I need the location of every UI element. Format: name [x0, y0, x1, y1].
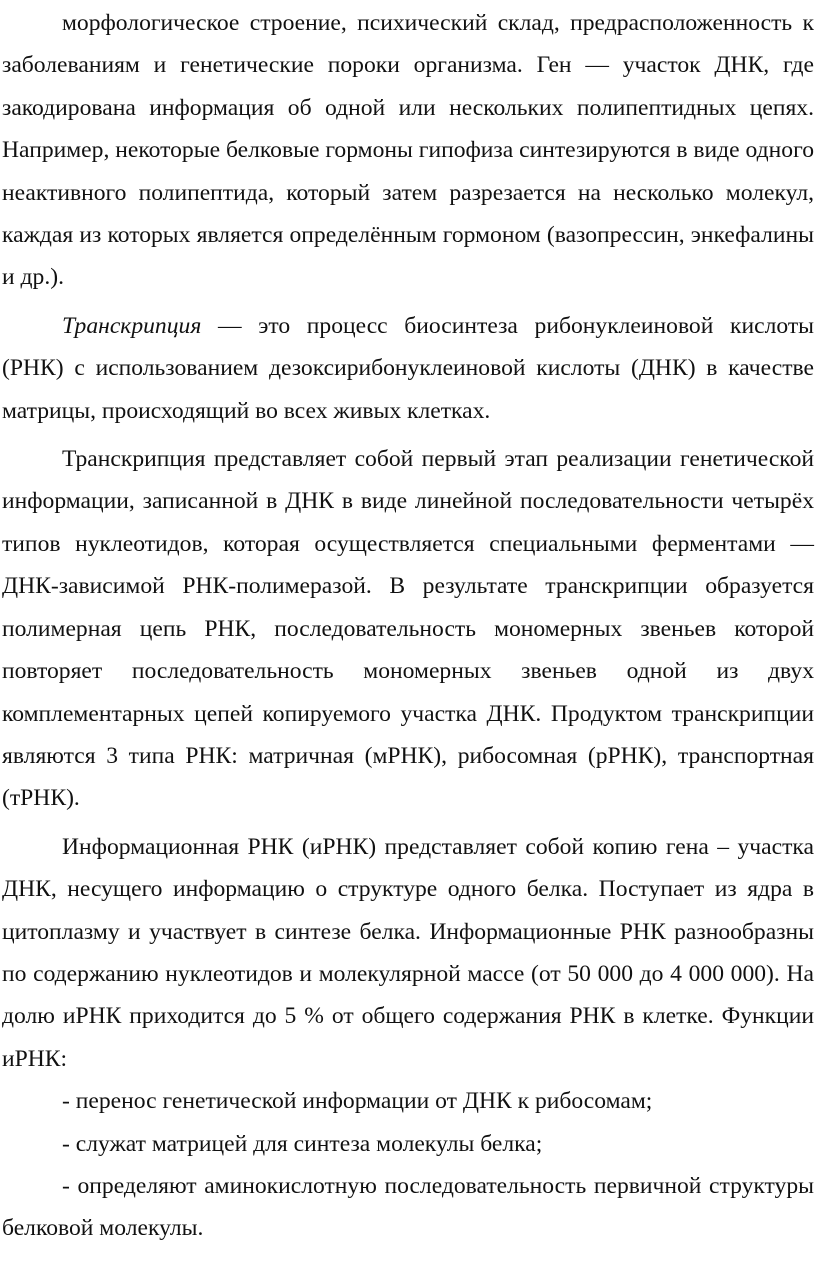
paragraph-transcription-process: Транскрипция представляет собой первый этап реализации генетической информации, записанной в ДНК в виде линейной последовательности четырёх типов нуклеотидов, которая осуществляется специальными ферментами — ДНК-зависимой РНК-полимеразой. В результате транскрипции образуется полимерная цепь РНК, последовательность мономерных звеньев которой повторяет последовательность мономерных звеньев одной из двух комплементарных цепей копируемого участка ДНК. Продуктом транскрипции являются 3 типа РНК: матричная (мРНК), рибосомная (рРНК), транспортная (тРНК). — [2, 446, 814, 812]
paragraph-mrna: Информационная РНК (иРНК) представляет собой копию гена – участка ДНК, несущего информацию о структуре одного белка. Поступает из ядра в цитоплазму и участвует в синтезе белка. Информационные РНК разнообразны по содержанию нуклеотидов и молекулярной массе (от 50 000 до 4 000 000). На долю иРНК приходится до 5 % от общего содержания РНК в клетке. Функции иРНК: — [2, 833, 814, 1072]
list-item: - служат матрицей для синтеза молекулы белка; — [62, 1130, 543, 1157]
term-transcription: Транскрипция — [62, 312, 202, 339]
list-item: - перенос генетической информации от ДНК к рибосомам; — [62, 1088, 653, 1115]
paragraph-gene: морфологическое строение, психический склад, предрасположенность к заболеваниям и генетические пороки организма. Ген — участок ДНК, где закодирована информация об одной или нескольких полипептидных цепях. Например, некоторые белковые гормоны гипофиза синтезируются в виде одного неактивного полипептида, который затем разрезается на несколько молекул, каждая из которых является определённым гормоном (вазопрессин, энкефалины и др.). — [2, 10, 814, 291]
list-item: - определяют аминокислотную последовательность первичной структуры белковой молекулы. — [2, 1172, 814, 1242]
paragraph-transcription-definition — [2, 305, 814, 432]
document-page — [2, 2, 814, 1250]
definition-text: — это процесс биосинтеза рибонуклеиновой кислоты (РНК) с использованием дезоксирибонуклеиновой кислоты (ДНК) в качестве матрицы, происходящий во всех живых клетках. — [2, 312, 814, 424]
